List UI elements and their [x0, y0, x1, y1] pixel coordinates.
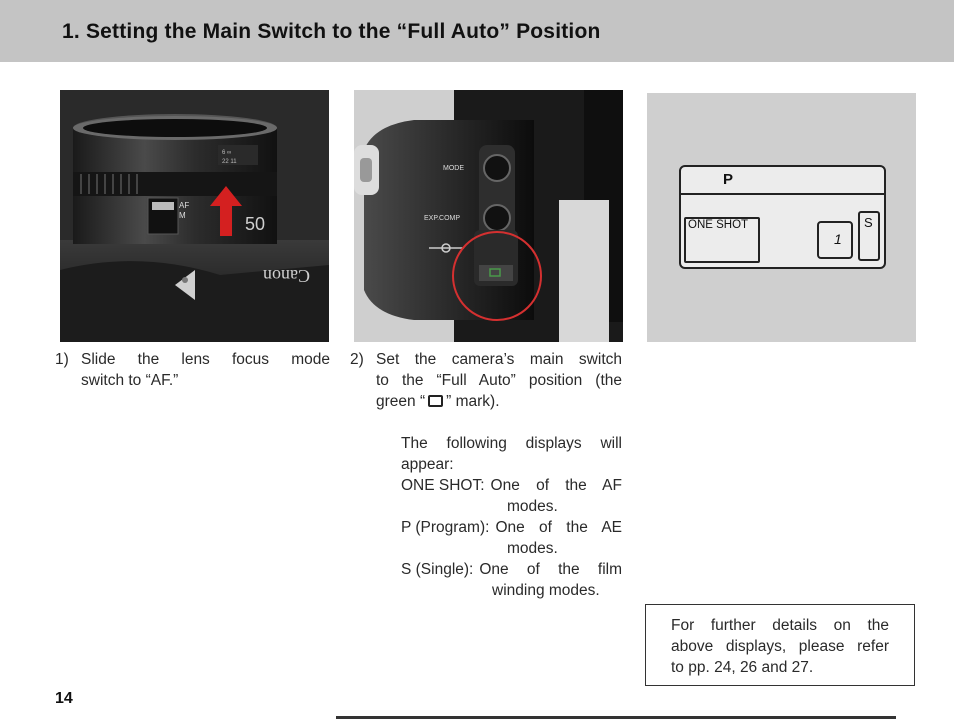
step-2-caption	[350, 349, 622, 412]
step-2-text-3a: green “	[376, 393, 426, 410]
lcd-single-box	[858, 211, 880, 261]
note-line-2: above displays, please refer	[671, 638, 889, 655]
step-1-text-2: switch to “AF.”	[81, 372, 179, 389]
displays-description	[401, 433, 622, 601]
lcd-frame-count: 1	[834, 231, 842, 247]
step-1-caption	[55, 349, 330, 391]
displays-intro-1: The following displays will	[401, 435, 622, 452]
page-number: 14	[55, 690, 73, 707]
definition-single	[401, 559, 622, 580]
header-bar	[0, 0, 954, 62]
focal-length-label: 50	[245, 214, 266, 234]
definition-value: One of the AE	[495, 519, 622, 536]
svg-text:22 11: 22 11	[222, 159, 237, 165]
lcd-one-shot-label: ONE SHOT	[688, 219, 749, 231]
definition-value: One of the AF	[490, 477, 622, 494]
svg-text:6 ∞: 6 ∞	[222, 150, 232, 156]
step-2-text: Set the camera’s main switch	[376, 351, 622, 368]
m-label: M	[179, 211, 186, 220]
mode-label: MODE	[443, 165, 464, 172]
step-1-text: Slide the lens focus mode	[81, 351, 330, 368]
note-line-3: to pp. 24, 26 and 27.	[671, 659, 814, 676]
definition-one-shot	[401, 475, 622, 496]
definition-program	[401, 517, 622, 538]
lcd-one-shot-box	[684, 217, 760, 263]
definition-value: One of the film	[479, 561, 622, 578]
expcomp-label: EXP.COMP	[424, 215, 461, 222]
main-switch-photo	[354, 90, 623, 342]
lcd-single-label: S	[864, 215, 873, 230]
step-2-text-3b: ” mark).	[446, 393, 500, 410]
page-title: 1. Setting the Main Switch to the “Full Auto” Position	[62, 20, 601, 43]
lcd-frame-counter	[817, 221, 853, 259]
lcd-program-indicator: P	[723, 171, 734, 188]
lcd-panel-illustration	[647, 93, 916, 342]
note-box	[645, 604, 915, 686]
definition-value-2: modes.	[507, 498, 558, 515]
lcd-divider	[681, 193, 884, 195]
definition-term: P (Program):	[401, 519, 490, 536]
full-auto-mark-icon	[428, 395, 443, 407]
bottom-rule	[336, 716, 896, 719]
step-2-number: 2)	[350, 351, 364, 368]
step-2-text-2: to the “Full Auto” position (the	[376, 372, 622, 389]
lens-photo	[60, 90, 329, 342]
brand-label: Canon	[263, 266, 310, 286]
step-1-number: 1)	[55, 351, 69, 368]
definition-term: S (Single):	[401, 561, 474, 578]
displays-intro-2: appear:	[401, 456, 454, 473]
lcd-display	[679, 165, 886, 269]
definition-term: ONE SHOT:	[401, 477, 485, 494]
definition-value-2: winding modes.	[492, 582, 600, 599]
note-line-1: For further details on the	[671, 617, 889, 634]
af-label: AF	[179, 201, 190, 210]
definition-value-2: modes.	[507, 540, 558, 557]
